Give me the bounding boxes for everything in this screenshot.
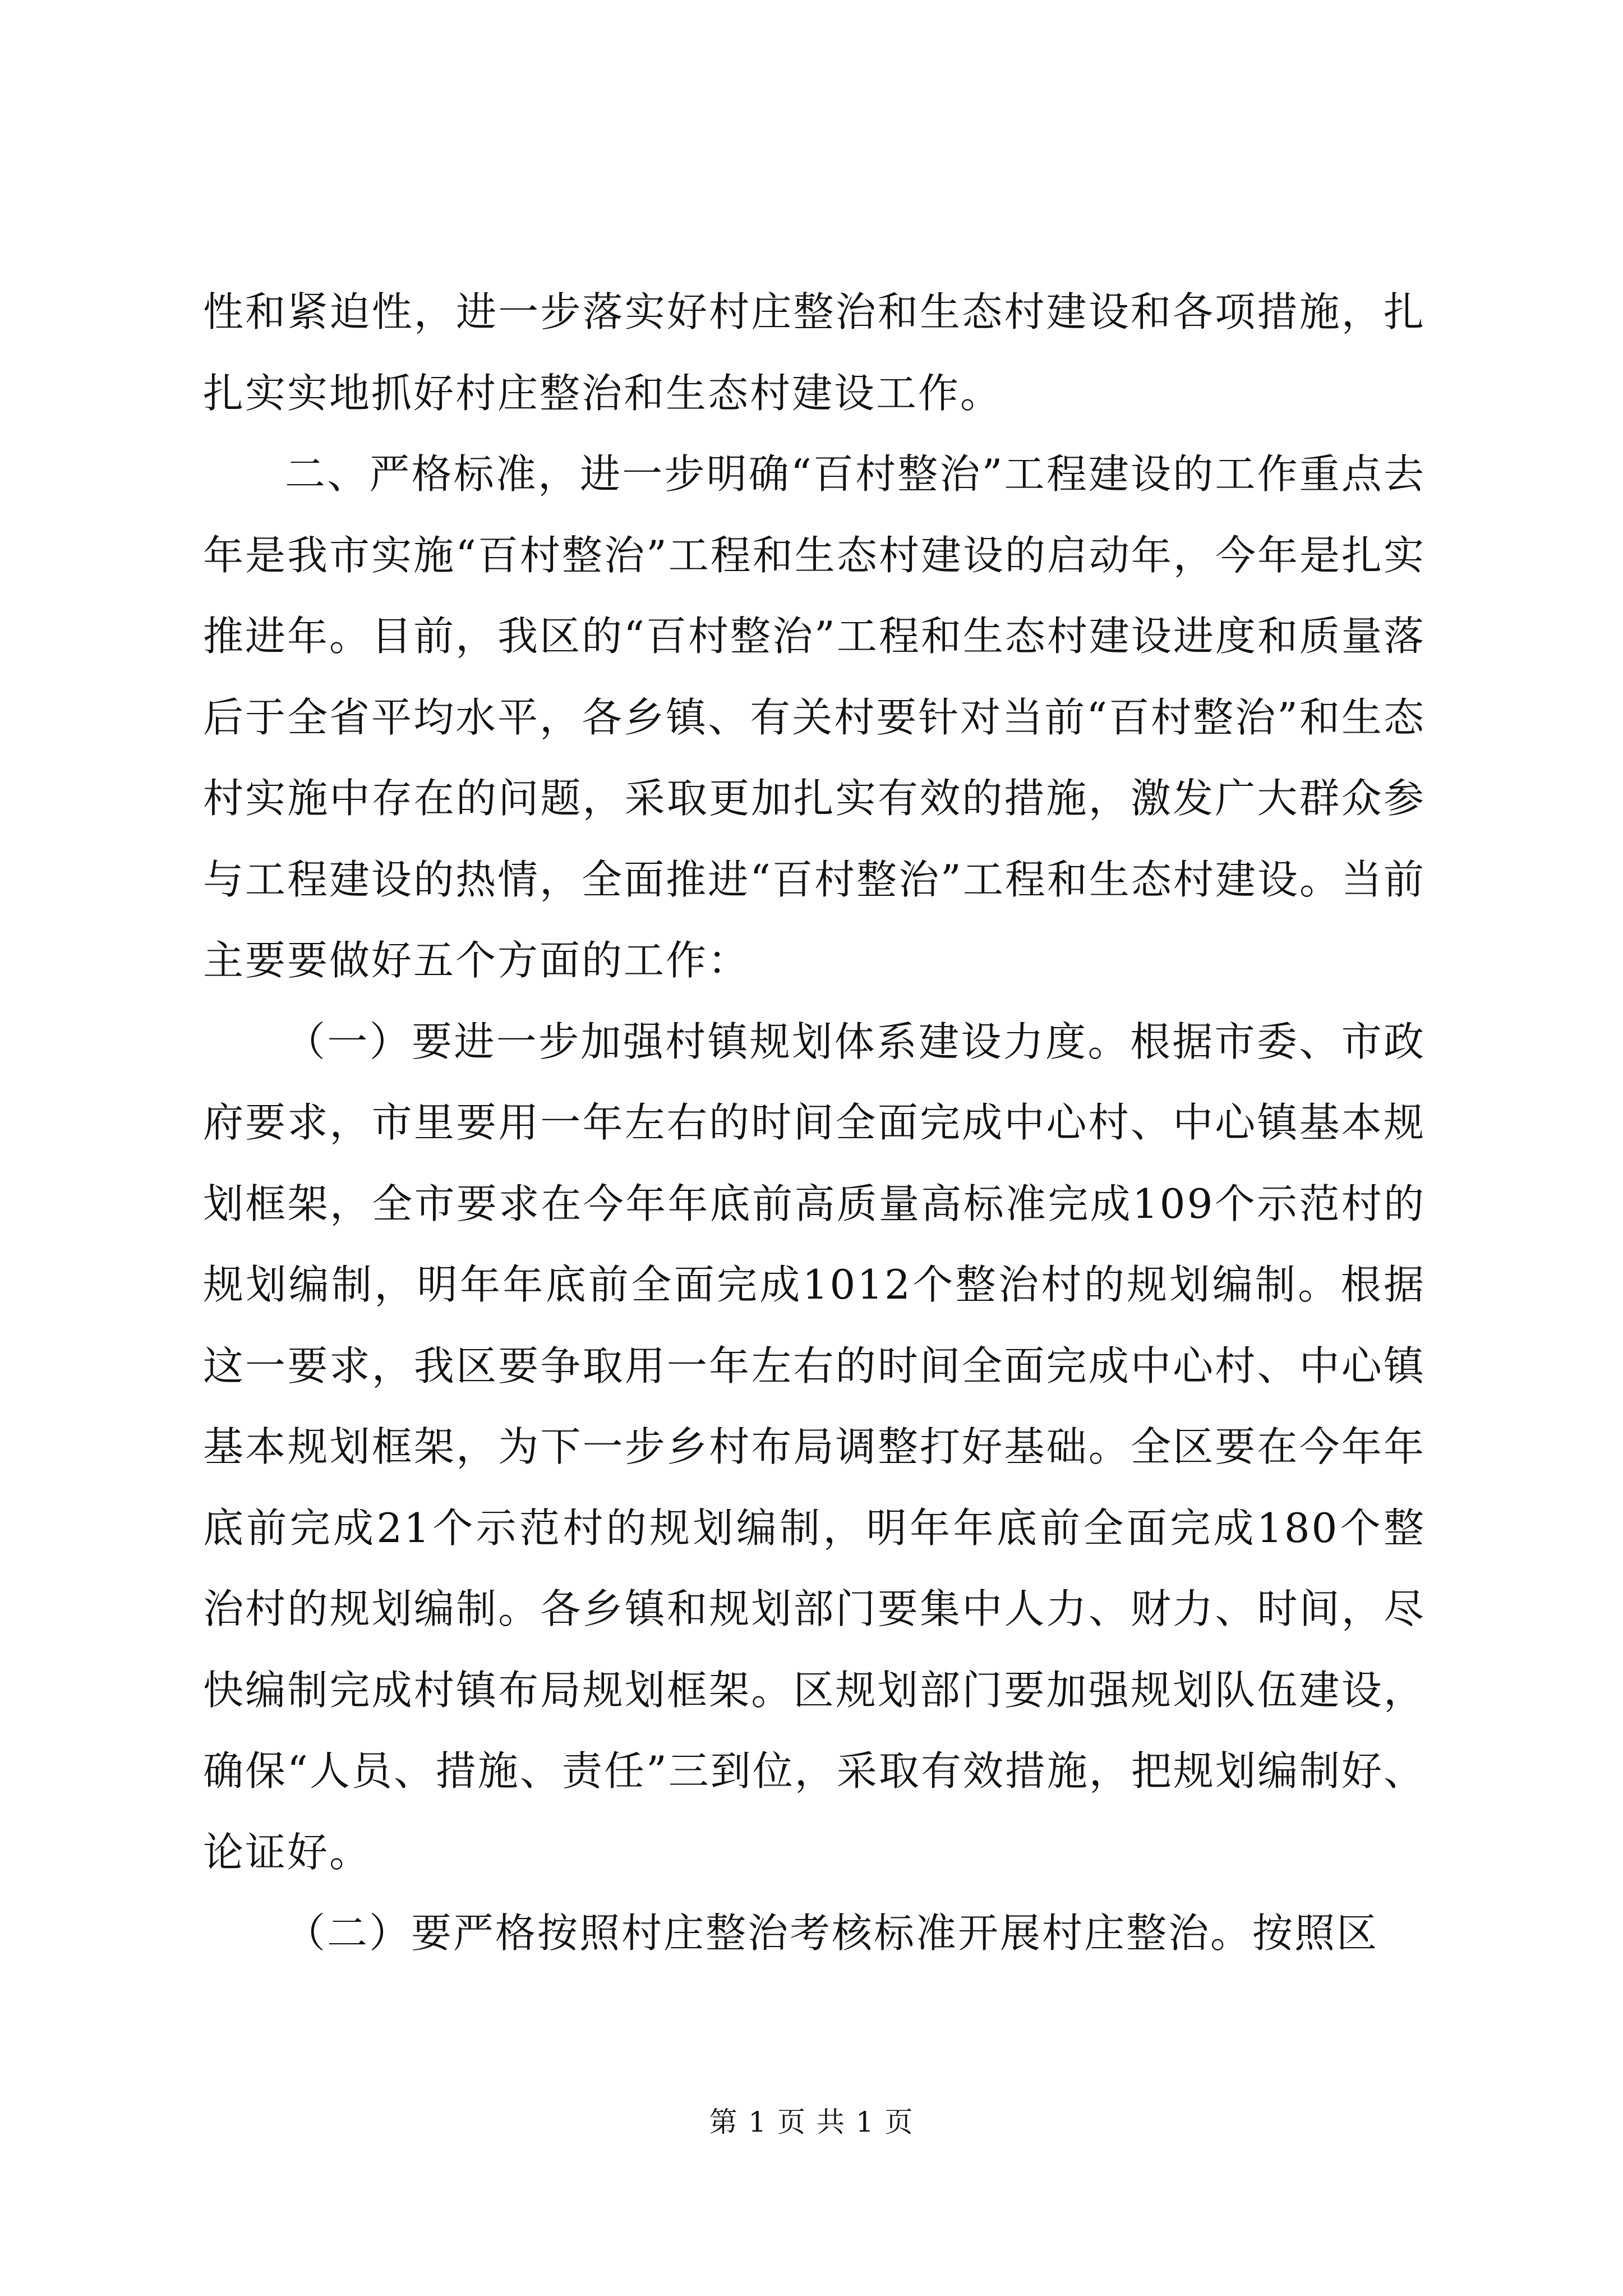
page-number-footer: 第 1 页 共 1 页 <box>709 2106 914 2138</box>
paragraph-section-two: 二、严格标准，进一步明确“百村整治”工程建设的工作重点去年是我市实施“百村整治”工程和生态村建设的启动年，今年是扎实推进年。目前，我区的“百村整治”工程和生态村建设进度和质量落后于全省平均水平，各乡镇、有关村要针对当前“百村整治”和生态村实施中存在的问题，采取更加扎实有效的措施，激发广大群众参与工程建设的热情，全面推进“百村整治”工程和生态村建设。当前主要要做好五个方面的工作： <box>203 450 1426 984</box>
paragraph-item-two: （二）要严格按照村庄整治考核标准开展村庄整治。按照区 <box>285 1910 1379 1957</box>
document-body <box>203 272 1426 1974</box>
paragraph-continuation: 性和紧迫性，进一步落实好村庄整治和生态村建设和各项措施，扎扎实实地抓好村庄整治和生态村建设工作。 <box>203 288 1426 417</box>
paragraph-item-one: （一）要进一步加强村镇规划体系建设力度。根据市委、市政府要求，市里要用一年左右的时间全面完成中心村、中心镇基本规划框架，全市要求在今年年底前高质量高标准完成109个示范村的规划编制，明年年底前全面完成1012个整治村的规划编制。根据这一要求，我区要争取用一年左右的时间全面完成中心村、中心镇基本规划框架，为下一步乡村布局调整打好基础。全区要在今年年底前完成21个示范村的规划编制，明年年底前全面完成180个整治村的规划编制。各乡镇和规划部门要集中人力、财力、时间，尽快编制完成村镇布局规划框架。区规划部门要加强规划队伍建设，确保“人员、措施、责任”三到位，采取有效措施，把规划编制好、论证好。 <box>203 1018 1426 1876</box>
